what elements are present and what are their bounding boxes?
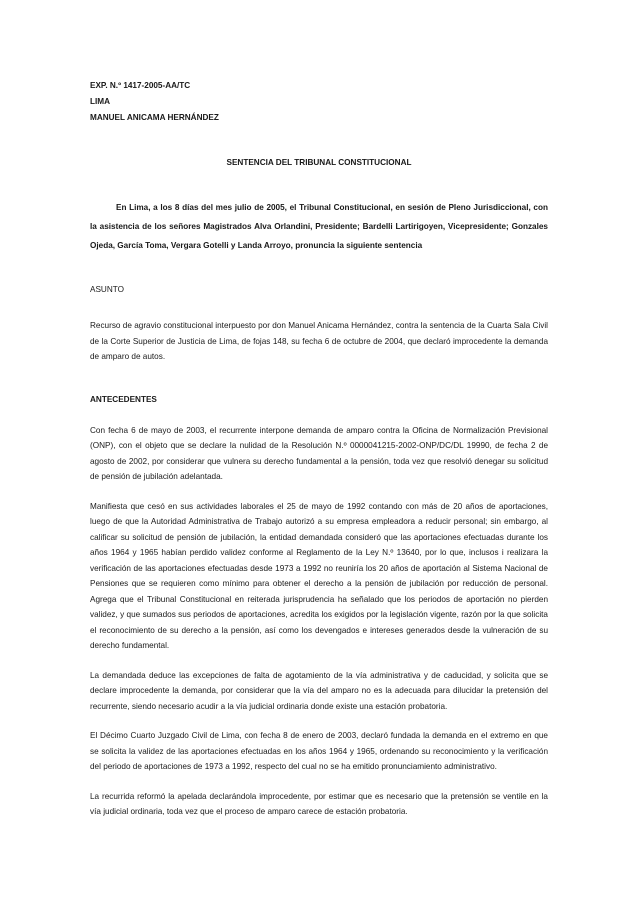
antecedentes-paragraph-2: Manifiesta que cesó en sus actividades laborales el 25 de mayo de 1992 contando con más de 20 años de aportaciones, luego de que la Autoridad Administrativa de Trabajo autorizó a su empresa empleadora a reducir personal; sin embargo, al calificar su solicitud de pensión de jubilación, la entidad demandada consideró que las aportaciones efectuadas durante los años 1964 y 1965 habían perdido validez conforme al Reglamento de la Ley N.º 13640, por lo que, inclusos i realizara la verificación de las aportaciones efectuadas desde 1973 a 1992 no reuniría los 20 años de aportación al Sistema Nacional de Pensiones que se requieren como mínimo para obtener el derecho a la pensión de jubilación por reducción de personal. Agrega que el Tribunal Constitucional en reiterada jurisprudencia ha señalado que los periodos de aportación no pierden validez, y que sumados sus periodos de aportaciones, acredita los exigidos por la legislación vigente, razón por la que solicita el reconocimiento de su derecho a la pensión, así como los devengados e intereses generados desde la vulneración de su derecho fundamental. xyxy=(90,501,548,650)
opening-paragraph: En Lima, a los 8 días del mes julio de 2005, el Tribunal Constitucional, en sesión de Pleno Jurisdiccional, con la asistencia de los señores Magistrados Alva Orlandini, Presidente; Bardelli Lartirigoyen, Vicepresidente; Gonzales Ojeda, García Toma, Vergara Gotelli y Landa Arroyo, pronuncia la siguiente sentencia xyxy=(90,203,548,250)
case-number: EXP. N.º 1417-2005-AA/TC xyxy=(90,81,191,90)
case-city: LIMA xyxy=(90,97,111,106)
antecedentes-paragraph-4: El Décimo Cuarto Juzgado Civil de Lima, con fecha 8 de enero de 2003, declaró fundada la demanda en el extremo en que se solicita la validez de las aportaciones efectuadas en los años 1964 y 1965, ordenando su reconocimiento y la verificación del periodo de aportaciones de 1973 a 1992, respecto del cual no se ha emitido pronunciamiento administrativo. xyxy=(90,731,548,771)
case-party: MANUEL ANICAMA HERNÁNDEZ xyxy=(90,113,219,122)
document-title: SENTENCIA DEL TRIBUNAL CONSTITUCIONAL xyxy=(226,158,412,167)
document-page xyxy=(90,78,548,820)
antecedentes-paragraph-3: La demandada deduce las excepciones de falta de agotamiento de la vía administrativa y de caducidad, y solicita que se declare improcedente la demanda, por considerar que la vía del amparo no es la adecuada para dilucidar la pretensión del recurrente, siendo necesario acudir a la vía judicial ordinaria donde existe una estación probatoria. xyxy=(90,670,548,711)
antecedentes-paragraph-1: Con fecha 6 de mayo de 2003, el recurrente interpone demanda de amparo contra la Oficina de Normalización Previsional (ONP), con el objeto que se declare la nulidad de la Resolución N.º 0000041215-2002-ONP/DC/DL 19990, de fecha 2 de agosto de 2002, por considerar que vulnera su derecho fundamental a la pensión, toda vez que resolvió denegar su solicitud de pensión de jubilación adelantada. xyxy=(90,425,548,481)
asunto-paragraph: Recurso de agravio constitucional interpuesto por don Manuel Anicama Hernández, contra la sentencia de la Cuarta Sala Civil de la Corte Superior de Justicia de Lima, de fojas 148, su fecha 6 de octubre de 2004, que declaró improcedente la demanda de amparo de autos. xyxy=(90,321,548,361)
antecedentes-paragraph-5: La recurrida reformó la apelada declarándola improcedente, por estimar que es necesario que la pretensión se ventile en la vía judicial ordinaria, toda vez que el proceso de amparo carece de estación probatoria. xyxy=(90,791,548,816)
section-heading-antecedentes: ANTECEDENTES xyxy=(90,394,157,404)
section-heading-asunto: ASUNTO xyxy=(90,285,124,294)
